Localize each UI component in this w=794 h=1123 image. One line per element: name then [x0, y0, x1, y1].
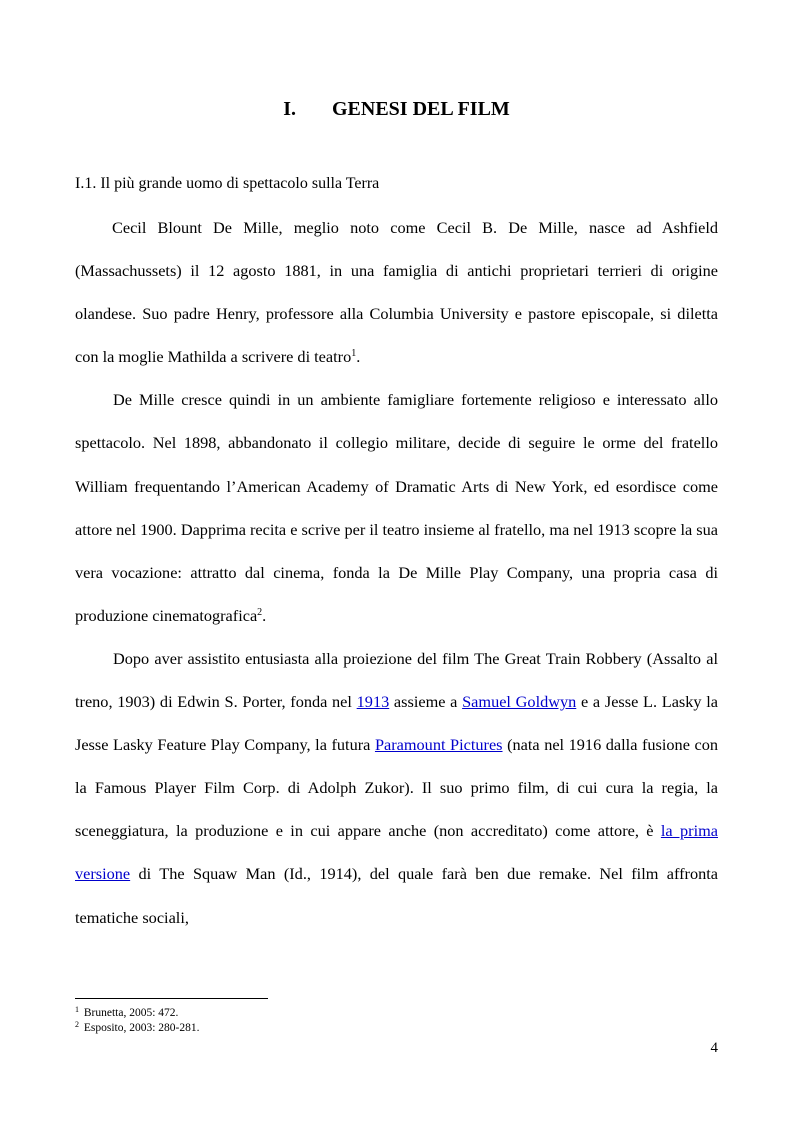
paragraph-1-end: . — [356, 347, 361, 367]
paragraph-1 — [75, 206, 718, 378]
footnote-divider — [75, 998, 268, 999]
paragraph-3 — [75, 637, 718, 939]
footnote-1-text: Brunetta, 2005: 472. — [83, 1007, 179, 1019]
footnote-2-number: 2 — [75, 1020, 79, 1029]
paragraph-3-text-2: assieme a — [389, 692, 463, 712]
link-samuel-goldwyn[interactable]: Samuel Goldwyn — [462, 692, 577, 712]
paragraph-3-text-1: Dopo aver assistito entusiasta alla proiezione del film The Great Train Robbery (Assalto al treno, 1903) di Edwin S. Porter, fonda nel — [75, 648, 718, 712]
document-page — [75, 0, 718, 1123]
paragraph-2 — [75, 378, 718, 637]
link-paramount-pictures[interactable]: Paramount Pictures — [374, 735, 503, 755]
paragraph-1-text: Cecil Blount De Mille, meglio noto come Cecil B. De Mille, nasce ad Ashfield (Massachussets) il 12 agosto 1881, in una famiglia di antichi proprietari terrieri di origine olandese. Suo padre Henry, professore alla Columbia University e pastore episcopale, si diletta con la moglie Mathilda a scrivere di teatro — [75, 218, 718, 367]
paragraph-2-text: De Mille cresce quindi in un ambiente famigliare fortemente religioso e interessato allo spettacolo. Nel 1898, abbandonato il collegio militare, decide di seguire le orme del fratello William frequentando l’American Academy of Dramatic Arts di New York, ed esordisce come attore nel 1900. Dapprima recita e scrive per il teatro insieme al fratello, ma nel 1913 scopre la sua vera vocazione: attratto dal cinema, fonda la De Mille Play Company, una propria casa di produzione cinematografica — [75, 390, 718, 625]
link-1913[interactable]: 1913 — [356, 692, 390, 712]
footnote-2-text: Esposito, 2003: 280-281. — [83, 1022, 200, 1034]
footnote-1-number: 1 — [75, 1005, 79, 1014]
chapter-title — [75, 95, 718, 123]
paragraph-2-end: . — [262, 605, 267, 625]
footnote-1 — [75, 1006, 200, 1021]
footnote-ref-1[interactable]: 1 — [351, 348, 357, 360]
footnotes — [75, 1006, 200, 1036]
chapter-title-text: GENESI DEL FILM — [331, 98, 510, 120]
section-heading: I.1. Il più grande uomo di spettacolo sulla Terra — [75, 175, 380, 192]
paragraph-3-text-4: (nata nel 1916 dalla fusione con la Famous Player Film Corp. di Adolph Zukor). Il suo primo film, di cui cura la regia, la sceneggiatura, la produzione e in cui appare anche (non accreditato) come attore, è — [75, 735, 718, 841]
body-text — [75, 206, 718, 939]
chapter-number: I. — [283, 98, 296, 120]
page-number: 4 — [710, 1040, 718, 1056]
paragraph-3-text-5: di The Squaw Man (Id., 1914), del quale farà ben due remake. Nel film affronta tematiche sociali, — [75, 864, 718, 927]
footnote-2 — [75, 1021, 200, 1036]
link-prima-versione[interactable]: la prima versione — [75, 821, 718, 884]
paragraph-3-text-3: e a Jesse L. Lasky la Jesse Lasky Feature Play Company, la futura — [75, 692, 719, 755]
footnote-ref-2[interactable]: 2 — [257, 606, 263, 618]
